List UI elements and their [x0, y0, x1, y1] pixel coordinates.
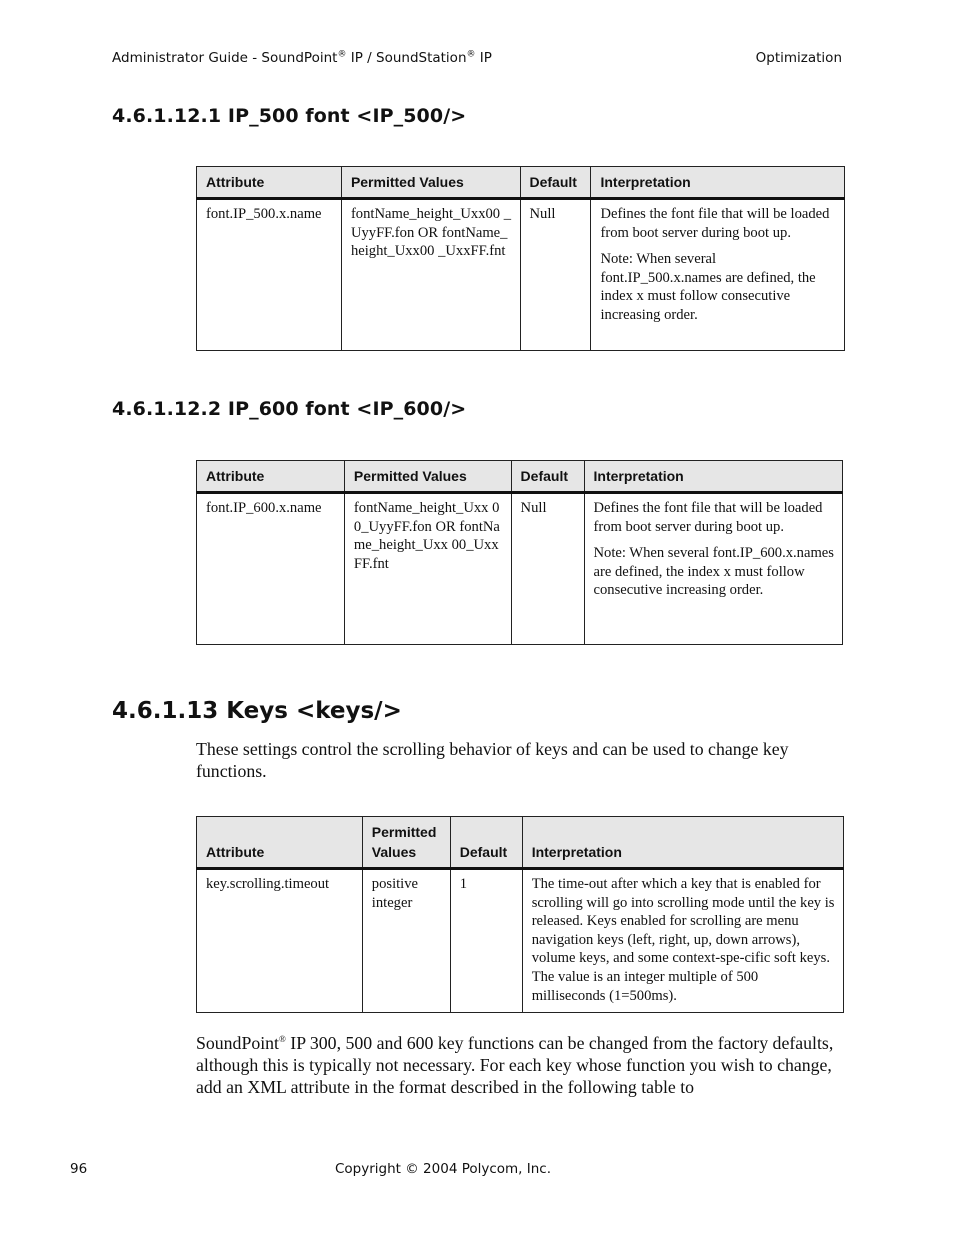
table-row: [197, 199, 845, 351]
table-row: [197, 493, 843, 645]
cell-attribute: font.IP_500.x.name: [197, 199, 342, 351]
table-row: [197, 869, 844, 1013]
cell-default: Null: [520, 199, 591, 351]
cell-permitted-values: positive integer: [362, 869, 450, 1013]
table-header-row: [197, 167, 845, 199]
table-keys: [196, 816, 844, 1013]
column-header: Interpretation: [522, 817, 843, 869]
heading-ip600-font: 4.6.1.12.2 IP_600 font <IP_600/>: [112, 398, 467, 420]
table-ip500-font: [196, 166, 845, 351]
key-functions-paragraph: SoundPoint® IP 300, 500 and 600 key functions can be changed from the factory defaults, although this is typically not necessary. For each key whose function you wish to change, add an XML attribute in the format described in the following table to: [196, 1033, 834, 1097]
cell-default: Null: [511, 493, 584, 645]
column-header: Permitted Values: [341, 167, 520, 199]
running-header-title: Administrator Guide - SoundPoint® IP / SoundStation® IP: [112, 49, 492, 66]
column-header: Permitted Values: [362, 817, 450, 869]
table-ip600-font: [196, 460, 843, 645]
column-header: Default: [520, 167, 591, 199]
column-header: Attribute: [197, 817, 363, 869]
running-header-section: Optimization: [755, 50, 842, 66]
cell-default: 1: [450, 869, 522, 1013]
page-number: 96: [70, 1161, 88, 1177]
column-header: Default: [450, 817, 522, 869]
cell-interpretation: The time-out after which a key that is enabled for scrolling will go into scrolling mode until the key is released. Keys enabled for scrolling are menu navigation keys (left, right, up, down arrows), volume keys, and some context-spe-cific soft keys. The value is an integer multiple of 500 milliseconds (1=500ms).: [522, 869, 843, 1013]
table-header-row: [197, 817, 844, 869]
column-header: Attribute: [197, 461, 345, 493]
copyright-notice: Copyright © 2004 Polycom, Inc.: [335, 1161, 552, 1177]
column-header: Attribute: [197, 167, 342, 199]
heading-ip500-font: 4.6.1.12.1 IP_500 font <IP_500/>: [112, 105, 467, 127]
cell-interpretation: Defines the font file that will be loaded from boot server during boot up. Note: When several font.IP_500.x.names are defined, the index x must follow consecutive increasing order.: [591, 199, 845, 351]
cell-attribute: key.scrolling.timeout: [197, 869, 363, 1013]
column-header: Permitted Values: [344, 461, 511, 493]
cell-interpretation: Defines the font file that will be loaded from boot server during boot up. Note: When several font.IP_600.x.names are defined, the index x must follow consecutive increasing order.: [584, 493, 843, 645]
column-header: Interpretation: [584, 461, 843, 493]
cell-permitted-values: fontName_height_Uxx 00_UyyFF.fon OR fontName_height_Uxx 00_UxxFF.fnt: [344, 493, 511, 645]
keys-intro-paragraph: These settings control the scrolling behavior of keys and can be used to change key functions.: [196, 739, 789, 781]
cell-permitted-values: fontName_height_Uxx00 _UyyFF.fon OR fontName_height_Uxx00 _UxxFF.fnt: [341, 199, 520, 351]
table-header-row: [197, 461, 843, 493]
heading-keys: 4.6.1.13 Keys <keys/>: [112, 698, 402, 724]
column-header: Interpretation: [591, 167, 845, 199]
cell-attribute: font.IP_600.x.name: [197, 493, 345, 645]
column-header: Default: [511, 461, 584, 493]
